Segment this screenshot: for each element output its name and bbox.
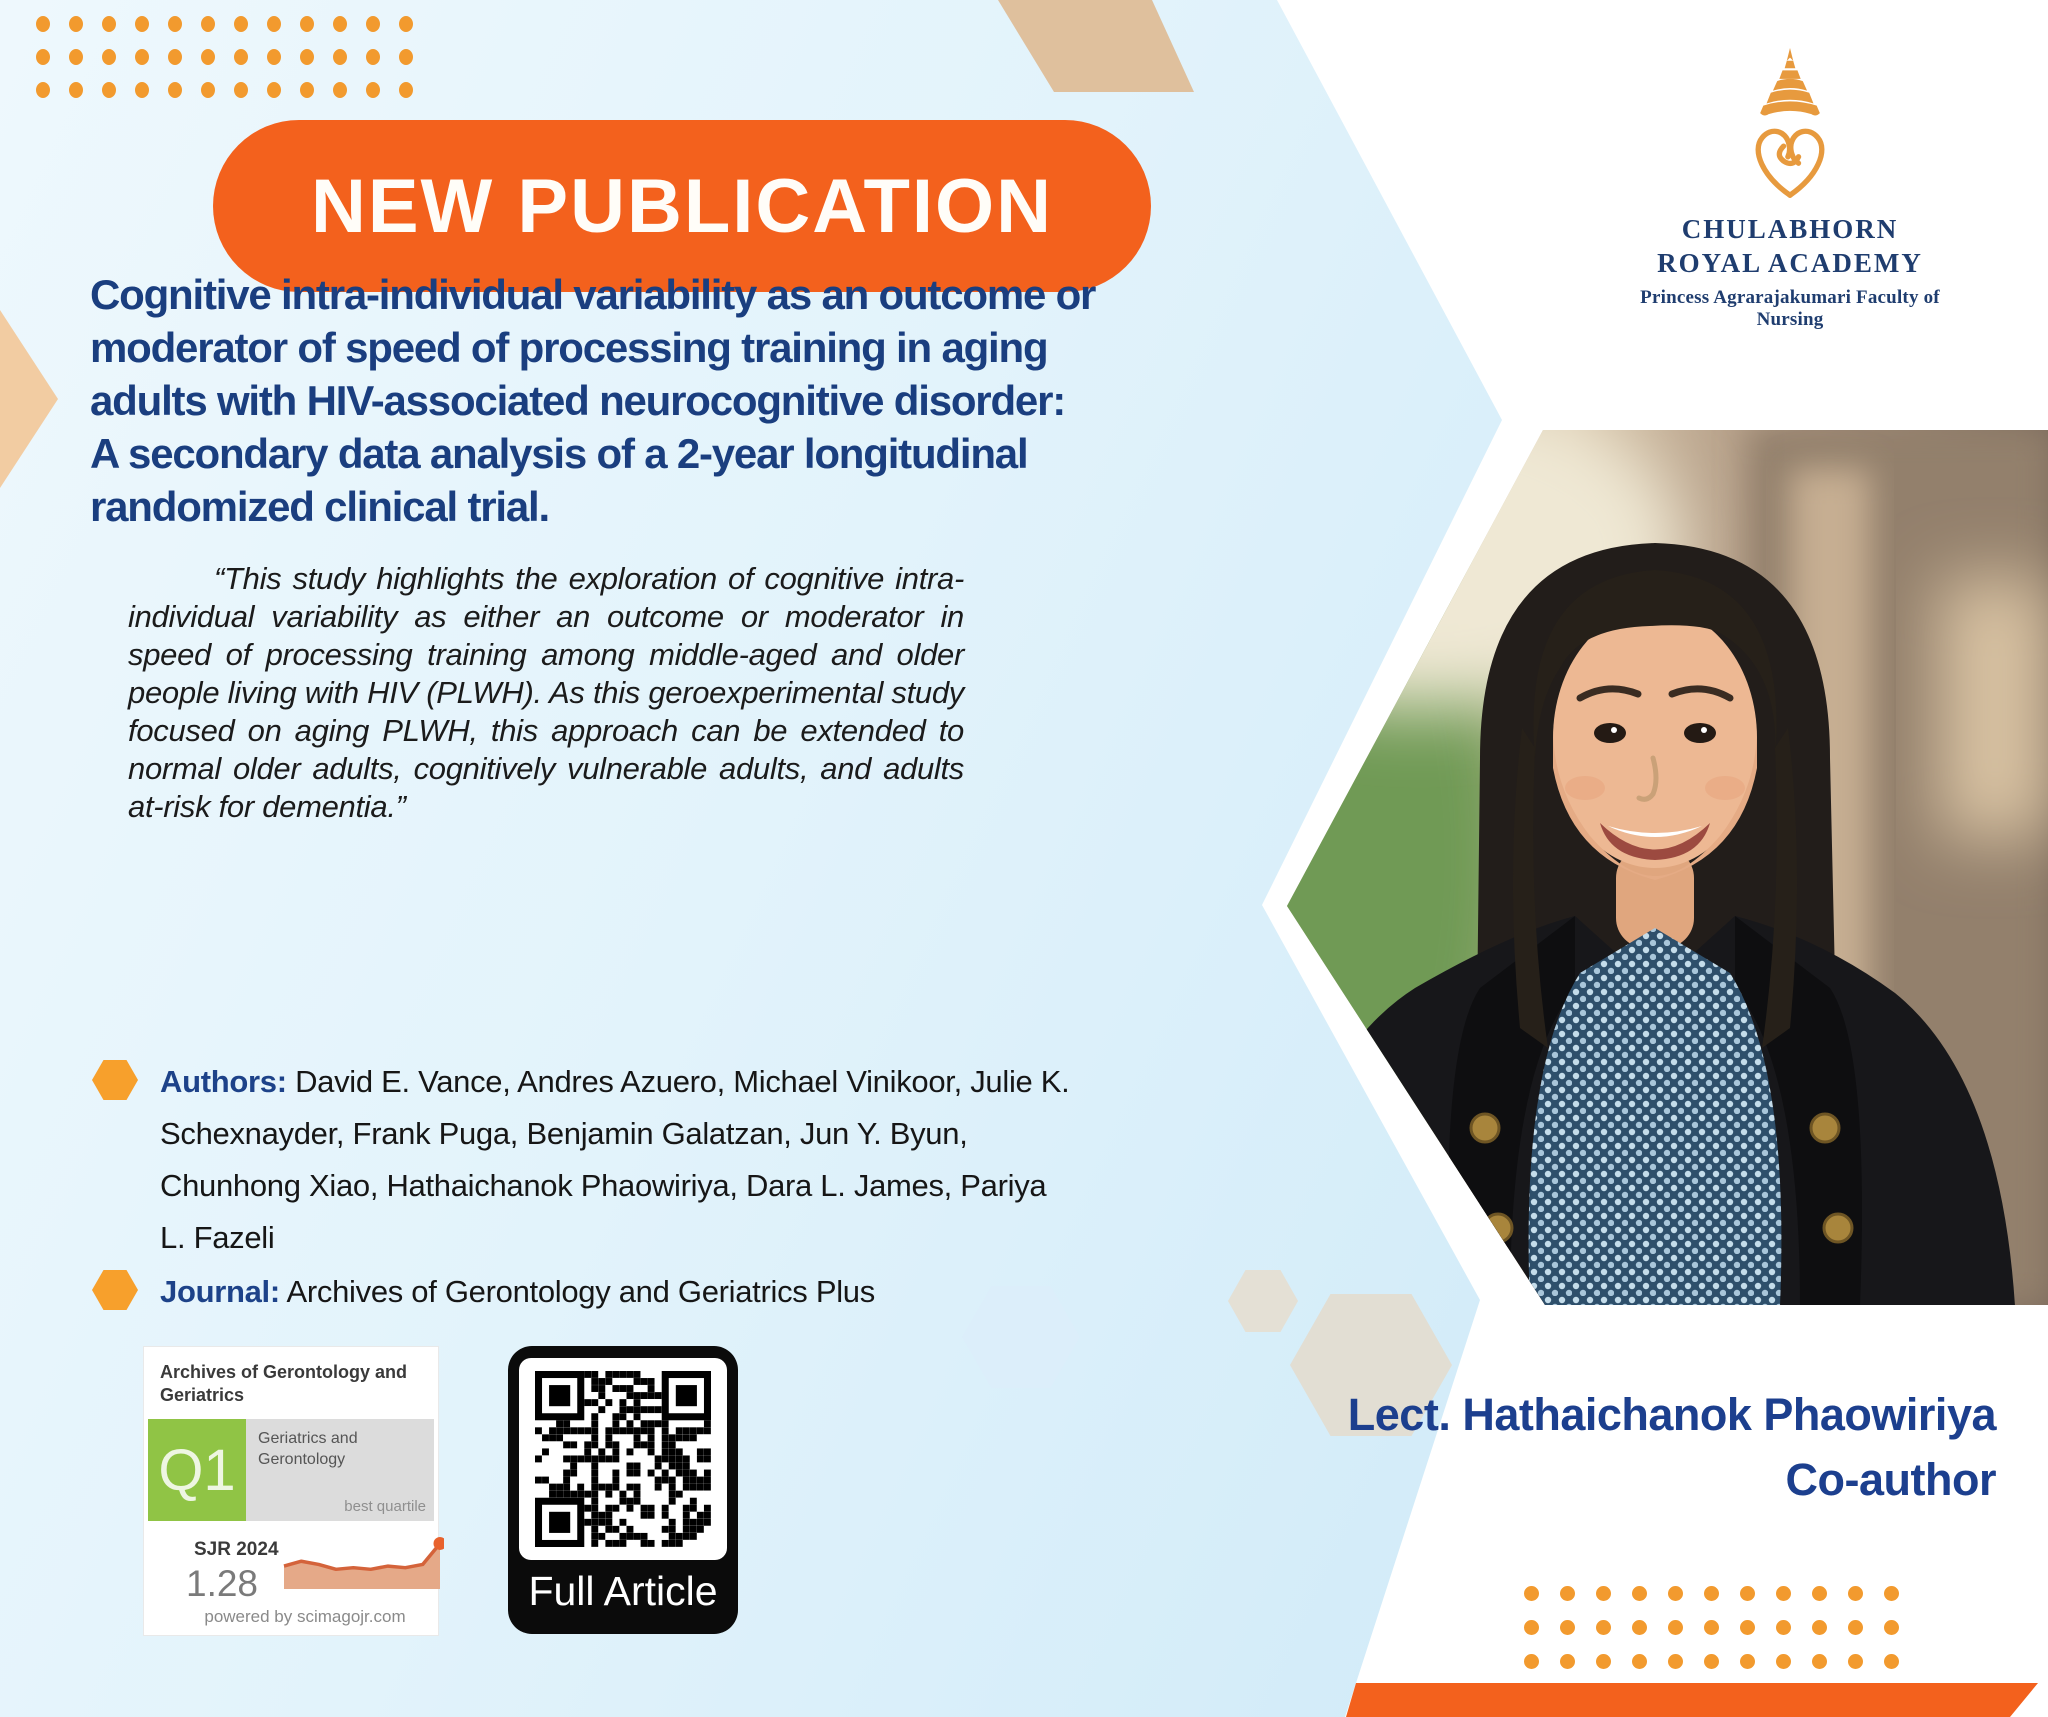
person-name: Lect. Hathaichanok Phaowiriya (1347, 1389, 1996, 1440)
dot-decor (300, 49, 314, 65)
dot-decor (1524, 1654, 1539, 1669)
dot-decor (69, 49, 83, 65)
logo-line1: CHULABHORN (1681, 214, 1899, 244)
dot-decor (36, 16, 50, 32)
authors-text (160, 1056, 1072, 1264)
dot-decor (1524, 1620, 1539, 1635)
sjr-footer: powered by scimagojr.com (204, 1607, 406, 1626)
dot-decor (1704, 1620, 1719, 1635)
dot-decor (1884, 1620, 1899, 1635)
dot-decor (333, 49, 347, 65)
study-quote: “This study highlights the exploration of cognitive intra-individual variability as either an outcome or moderator in speed of processing training among middle-aged and older people living with HIV (PLWH). As this geroexperimental study focused on aging PLWH, this approach can be extended to normal older adults, cognitively vulnerable adults, and adults at-risk for dementia.” (128, 561, 964, 824)
authors-names: David E. Vance, Andres Azuero, Michael Vinikoor, Julie K. Schexnayder, Frank Puga, Benjamin Galatzan, Jun Y. Byun, Chunhong Xiao, Hathaichanok Phaowiriya, Dara L. James, Pariya L. Fazeli (160, 1064, 1070, 1255)
dot-decor (267, 82, 281, 98)
logo-line2: ROYAL ACADEMY (1657, 248, 1923, 278)
dot-decor (1776, 1654, 1791, 1669)
dot-decor (366, 82, 380, 98)
dot-decor (234, 82, 248, 98)
dot-decor (102, 82, 116, 98)
dot-decor (1812, 1654, 1827, 1669)
qr-code-icon (535, 1371, 711, 1547)
academy-logo (1620, 48, 1960, 331)
qr-code-block (508, 1346, 738, 1634)
dot-decor (69, 82, 83, 98)
dot-decor (201, 49, 215, 65)
sjr-metric-label: SJR 2024 (194, 1539, 279, 1560)
dot-decor (102, 16, 116, 32)
dot-decor (1884, 1654, 1899, 1669)
dot-decor (399, 82, 413, 98)
sjr-quartile-badge: Q1 (148, 1419, 246, 1521)
dot-decor (399, 16, 413, 32)
dot-decor (1740, 1654, 1755, 1669)
dot-decor (168, 49, 182, 65)
sjr-metric-value: 1.28 (186, 1563, 259, 1604)
dot-decor (1812, 1586, 1827, 1601)
dot-decor (135, 49, 149, 65)
dot-decor (333, 16, 347, 32)
sjr-category: Geriatrics and Gerontology (258, 1430, 358, 1468)
sjr-category-box (246, 1419, 434, 1521)
journal-label: Journal: (160, 1274, 280, 1309)
logo-subtitle: Princess Agrarajakumari Faculty of Nursing (1640, 287, 1940, 330)
hexagon-bullet-icon (92, 1270, 138, 1310)
authors-row (92, 1056, 1072, 1264)
dot-decor (1740, 1620, 1755, 1635)
dot-decor (201, 82, 215, 98)
dot-decor (1668, 1620, 1683, 1635)
dot-decor (234, 49, 248, 65)
hexagon-bullet-icon (92, 1060, 138, 1100)
dot-decor (1776, 1586, 1791, 1601)
publication-title: Cognitive intra-individual variability as an outcome or moderator of speed of processing training in aging adults with HIV-associated neurocognitive disorder: A secondary data analysis of a 2-year longitudinal randomized clinical trial. (90, 271, 1096, 530)
dot-decor (1704, 1654, 1719, 1669)
person-name-block (1100, 1382, 1996, 1512)
journal-text (160, 1266, 875, 1318)
qr-code-background (519, 1358, 727, 1560)
dot-decor (366, 16, 380, 32)
journal-name: Archives of Gerontology and Geriatrics Plus (286, 1274, 875, 1309)
dot-decor (1776, 1620, 1791, 1635)
dot-grid-bottom-right (1524, 1586, 1944, 1696)
dot-decor (1848, 1654, 1863, 1669)
dot-decor (300, 82, 314, 98)
dot-decor (1740, 1586, 1755, 1601)
academy-crest-icon (1735, 48, 1845, 208)
dot-decor (102, 49, 116, 65)
dot-decor (300, 16, 314, 32)
dot-decor (1848, 1620, 1863, 1635)
dot-decor (135, 16, 149, 32)
dot-grid-top-left (36, 16, 456, 126)
dot-decor (1668, 1654, 1683, 1669)
authors-label: Authors: (160, 1064, 287, 1099)
dot-decor (366, 49, 380, 65)
dot-decor (1560, 1620, 1575, 1635)
dot-decor (333, 82, 347, 98)
dot-decor (36, 82, 50, 98)
dot-decor (267, 16, 281, 32)
dot-decor (69, 16, 83, 32)
journal-row (92, 1266, 1072, 1318)
dot-decor (135, 82, 149, 98)
dot-decor (168, 16, 182, 32)
banner-label: NEW PUBLICATION (310, 163, 1054, 249)
dot-decor (1884, 1586, 1899, 1601)
dot-decor (1848, 1586, 1863, 1601)
sjr-quartile-note: best quartile (344, 1498, 426, 1515)
dot-decor (1560, 1586, 1575, 1601)
dot-decor (201, 16, 215, 32)
sjr-trend-chart (282, 1527, 444, 1593)
dot-decor (1632, 1620, 1647, 1635)
sjr-badge (143, 1346, 439, 1636)
qr-caption: Full Article (528, 1568, 718, 1614)
dot-decor (1632, 1586, 1647, 1601)
dot-decor (1596, 1620, 1611, 1635)
dot-decor (168, 82, 182, 98)
person-role: Co-author (1785, 1454, 1996, 1505)
sjr-journal-title: Archives of Gerontology and Geriatrics (160, 1362, 408, 1405)
dot-decor (1812, 1620, 1827, 1635)
banner (213, 120, 1151, 292)
dot-decor (1524, 1586, 1539, 1601)
dot-decor (1560, 1654, 1575, 1669)
dot-decor (267, 49, 281, 65)
dot-decor (36, 49, 50, 65)
dot-decor (1704, 1586, 1719, 1601)
dot-decor (1632, 1654, 1647, 1669)
dot-decor (1596, 1654, 1611, 1669)
dot-decor (1668, 1586, 1683, 1601)
dot-decor (1596, 1586, 1611, 1601)
dot-decor (234, 16, 248, 32)
dot-decor (399, 49, 413, 65)
